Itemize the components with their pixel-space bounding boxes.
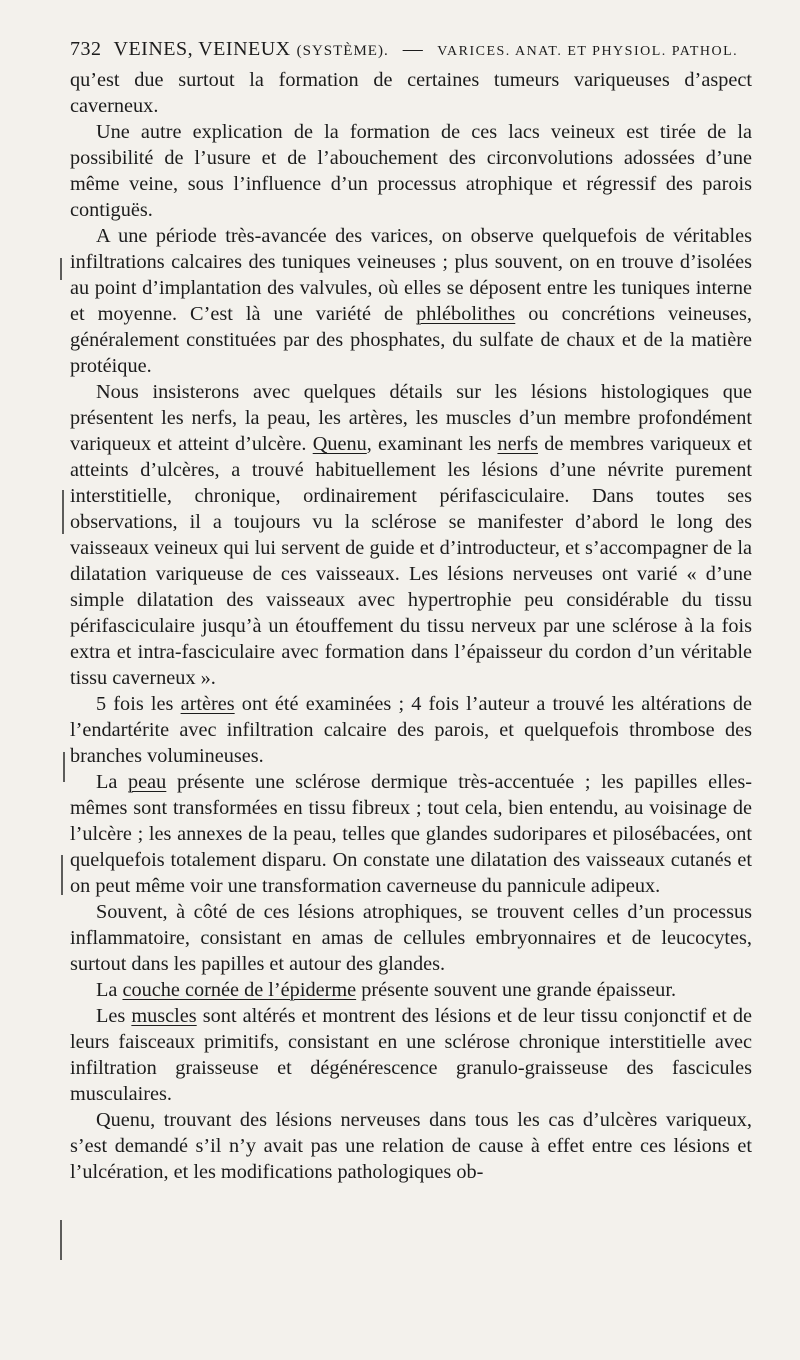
text-segment: Souvent, à côté de ces lésions atrophiques, se trouvent celles d’un processus inflammatoire, consistant en amas de cellules embryonnaires et de leucocytes, surtout dans les papilles et autour des glandes.: [70, 901, 752, 975]
paragraph: [70, 977, 752, 1003]
paragraph: [70, 899, 752, 977]
underlined-term: phlébolithes: [416, 303, 516, 325]
text-segment: qu’est due surtout la formation de certaines tumeurs variqueuses d’aspect caverneux.: [70, 69, 752, 117]
underlined-term: nerfs: [497, 433, 538, 455]
underlined-term: couche cornée de l’épiderme: [122, 979, 357, 1001]
paragraph: [70, 691, 752, 769]
text-segment: présente une sclérose dermique très-accentuée ; les papilles elles-mêmes sont transformées en tissu fibreux ; tout cela, bien entendu, au voisinage de l’ulcère ; les annexes de la peau, telles que glandes sudoripares et pilosébacées, ont quelquefois totalement disparu. On constate une dilatation des vaisseaux cutanés et on peut même voir une transformation caverneuse du pannicule adipeux.: [70, 771, 752, 897]
text-segment: ont été examinées ; 4 fois l’auteur a trouvé les altérations de l’endartérite avec infiltration calcaire des parois, et quelquefois thrombose des branches volumineuses.: [70, 693, 752, 767]
paragraph: [70, 119, 752, 223]
text-segment: présente souvent une grande épaisseur.: [356, 979, 677, 1001]
text-segment: Quenu, trouvant des lésions nerveuses dans tous les cas d’ulcères variqueux, s’est demandé s’il n’y avait pas une relation de cause à effet entre ces lésions et l’ulcération, et les modifications pathologiques ob-: [70, 1109, 752, 1183]
header-system: (SYSTÈME).: [296, 43, 389, 59]
margin-mark: [60, 1220, 62, 1260]
underlined-term: Quenu: [312, 433, 367, 455]
header-dash: —: [402, 38, 424, 60]
paragraph: [70, 1003, 752, 1107]
text-segment: Les: [96, 1005, 132, 1027]
text-segment: La: [96, 771, 129, 793]
margin-mark: [60, 258, 62, 280]
text-segment: 5 fois les: [96, 693, 181, 715]
underlined-term: artères: [180, 693, 235, 715]
paragraph: [70, 67, 752, 119]
underlined-term: peau: [128, 771, 167, 793]
text-segment: La: [96, 979, 123, 1001]
text-segment: Nous insisterons avec quelques détails sur les lésions histologiques que présentent les nerfs, la peau, les artères, les muscles d’un membre profondément variqueux et atteint d’ulcère.: [70, 381, 752, 455]
margin-mark: [62, 490, 64, 534]
text-segment: Une autre explication de la formation de ces lacs veineux est tirée de la possibilité de l’usure et de l’abouchement des circonvolutions adossées d’une même veine, sous l’influence d’un processus atrophique et régressif des parois contiguës.: [70, 121, 752, 221]
page-body: [70, 67, 752, 1185]
margin-mark: [63, 752, 65, 782]
paragraph: [70, 1107, 752, 1185]
text-segment: ou concrétions veineuses, généralement constituées par des phosphates, du sulfate de chaux et de la matière protéique.: [70, 303, 752, 377]
text-segment: sont altérés et montrent des lésions et de leur tissu conjonctif et de leurs faisceaux primitifs, consistant en une sclérose chronique interstitielle avec infiltration graisseuse et dégénérescence granulo-graisseuse des fascicules musculaires.: [70, 1005, 753, 1105]
paragraph: [70, 769, 752, 899]
text-segment: de membres variqueux et atteints d’ulcères, a trouvé habituellement les lésions d’une névrite purement interstitielle, chronique, ordinairement périfasciculaire. Dans toutes ses observations, il a toujours vu la sclérose se manifester d’abord le long des vaisseaux veineux qui lui servent de guide et d’introducteur, et s’accompagner de la dilatation variqueuse de ces vaisseaux. Les lésions nerveuses ont varié « d’une simple dilatation des vaisseaux avec hypertrophie peu considérable du tissu périfasciculaire jusqu’à un étouffement du tissu nerveux par une sclérose à la fois extra et intra-fasciculaire avec formation dans l’épaisseur du cordon d’un véritable tissu caverneux ».: [70, 433, 752, 689]
header-subtitle: VARICES. ANAT. ET PHYSIOL. PATHOL.: [437, 44, 739, 59]
text-segment: , examinant les: [366, 433, 498, 455]
paragraph: [70, 379, 752, 691]
page-number: 732: [70, 38, 102, 60]
margin-mark: [61, 855, 63, 895]
underlined-term: muscles: [131, 1005, 197, 1027]
running-header: [70, 38, 752, 61]
text-segment: A une période très-avancée des varices, on observe quelquefois de véritables infiltrations calcaires des tuniques veineuses ; plus souvent, on en trouve d’isolées au point d’implantation des valvules, où elles se déposent entre les tuniques interne et moyenne. C’est là une variété de: [70, 225, 752, 325]
paragraph: [70, 223, 752, 379]
header-title: VEINES, VEINEUX: [113, 38, 291, 60]
